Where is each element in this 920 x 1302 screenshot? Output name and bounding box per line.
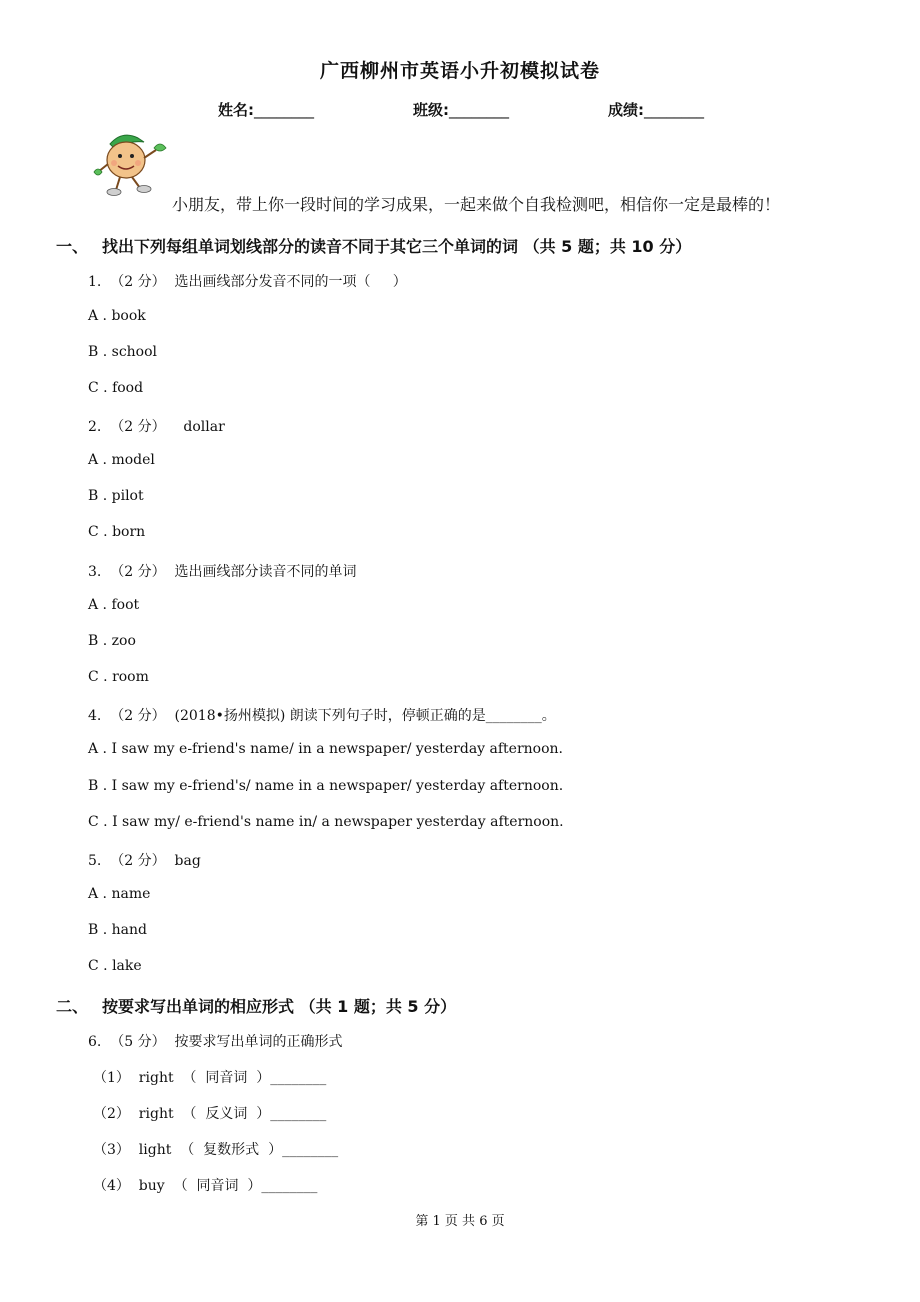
question-1-option-a[interactable]: A . book <box>88 308 146 324</box>
name-label: 姓名: <box>218 101 254 119</box>
mascot-icon <box>92 128 172 200</box>
name-blank: ________ <box>254 101 314 119</box>
question-6-sub-1[interactable]: （1） right （ 同音词 ）________ <box>93 1070 327 1086</box>
section-2-text: 按要求写出单词的相应形式 （共 1 题；共 5 分） <box>102 997 457 1016</box>
question-5-option-c[interactable]: C . lake <box>88 958 142 974</box>
question-6-stem: 6. （5 分） 按要求写出单词的正确形式 <box>88 1034 343 1050</box>
question-2-option-c[interactable]: C . born <box>88 524 146 540</box>
page-footer: 第 1 页 共 6 页 <box>415 1214 505 1229</box>
question-1-option-c[interactable]: C . food <box>88 380 144 396</box>
question-4-option-b[interactable]: B . I saw my e-friend's/ name in a newspaper/ yesterday afternoon. <box>88 778 564 794</box>
question-2-option-b[interactable]: B . pilot <box>88 488 144 504</box>
section-1-number: 一、 <box>56 237 89 256</box>
section-1-title <box>56 234 691 257</box>
class-field <box>413 99 509 120</box>
question-2-option-a[interactable]: A . model <box>88 452 155 468</box>
score-label: 成绩: <box>608 101 644 119</box>
question-3-option-c[interactable]: C . room <box>88 669 149 685</box>
name-field <box>218 99 314 120</box>
section-1-text: 找出下列每组单词划线部分的读音不同于其它三个单词的词 （共 5 题；共 10 分） <box>102 237 692 256</box>
student-info-row <box>0 99 920 121</box>
question-3-option-b[interactable]: B . zoo <box>88 633 136 649</box>
question-5-option-b[interactable]: B . hand <box>88 922 147 938</box>
question-4-stem: 4. （2 分） (2018•扬州模拟) 朗读下列句子时，停顿正确的是________。 <box>88 708 556 724</box>
question-1-stem: 1. （2 分） 选出画线部分发音不同的一项（ ） <box>88 274 407 290</box>
question-6-sub-3[interactable]: （3） light （ 复数形式 ）________ <box>93 1142 339 1158</box>
greeting-text: 小朋友，带上你一段时间的学习成果，一起来做个自我检测吧，相信你一定是最棒的！ <box>172 195 781 214</box>
question-6-sub-2[interactable]: （2） right （ 反义词 ）________ <box>93 1106 327 1122</box>
question-3-option-a[interactable]: A . foot <box>88 597 140 613</box>
class-label: 班级: <box>413 101 449 119</box>
class-blank: ________ <box>449 101 509 119</box>
question-4-option-c[interactable]: C . I saw my/ e-friend's name in/ a newspaper yesterday afternoon. <box>88 814 564 830</box>
question-4-option-a[interactable]: A . I saw my e-friend's name/ in a newspaper/ yesterday afternoon. <box>88 741 563 757</box>
question-6-sub-4[interactable]: （4） buy （ 同音词 ）________ <box>93 1178 318 1194</box>
question-3-stem: 3. （2 分） 选出画线部分读音不同的单词 <box>88 564 357 580</box>
page-title: 广西柳州市英语小升初模拟试卷 <box>319 60 600 82</box>
section-2-number: 二、 <box>56 997 89 1016</box>
question-5-stem: 5. （2 分） bag <box>88 853 201 869</box>
score-field <box>608 99 704 120</box>
section-2-title <box>56 994 456 1017</box>
question-1-option-b[interactable]: B . school <box>88 344 158 360</box>
question-2-stem: 2. （2 分） dollar <box>88 419 225 435</box>
score-blank: ________ <box>644 101 704 119</box>
question-5-option-a[interactable]: A . name <box>88 886 151 902</box>
